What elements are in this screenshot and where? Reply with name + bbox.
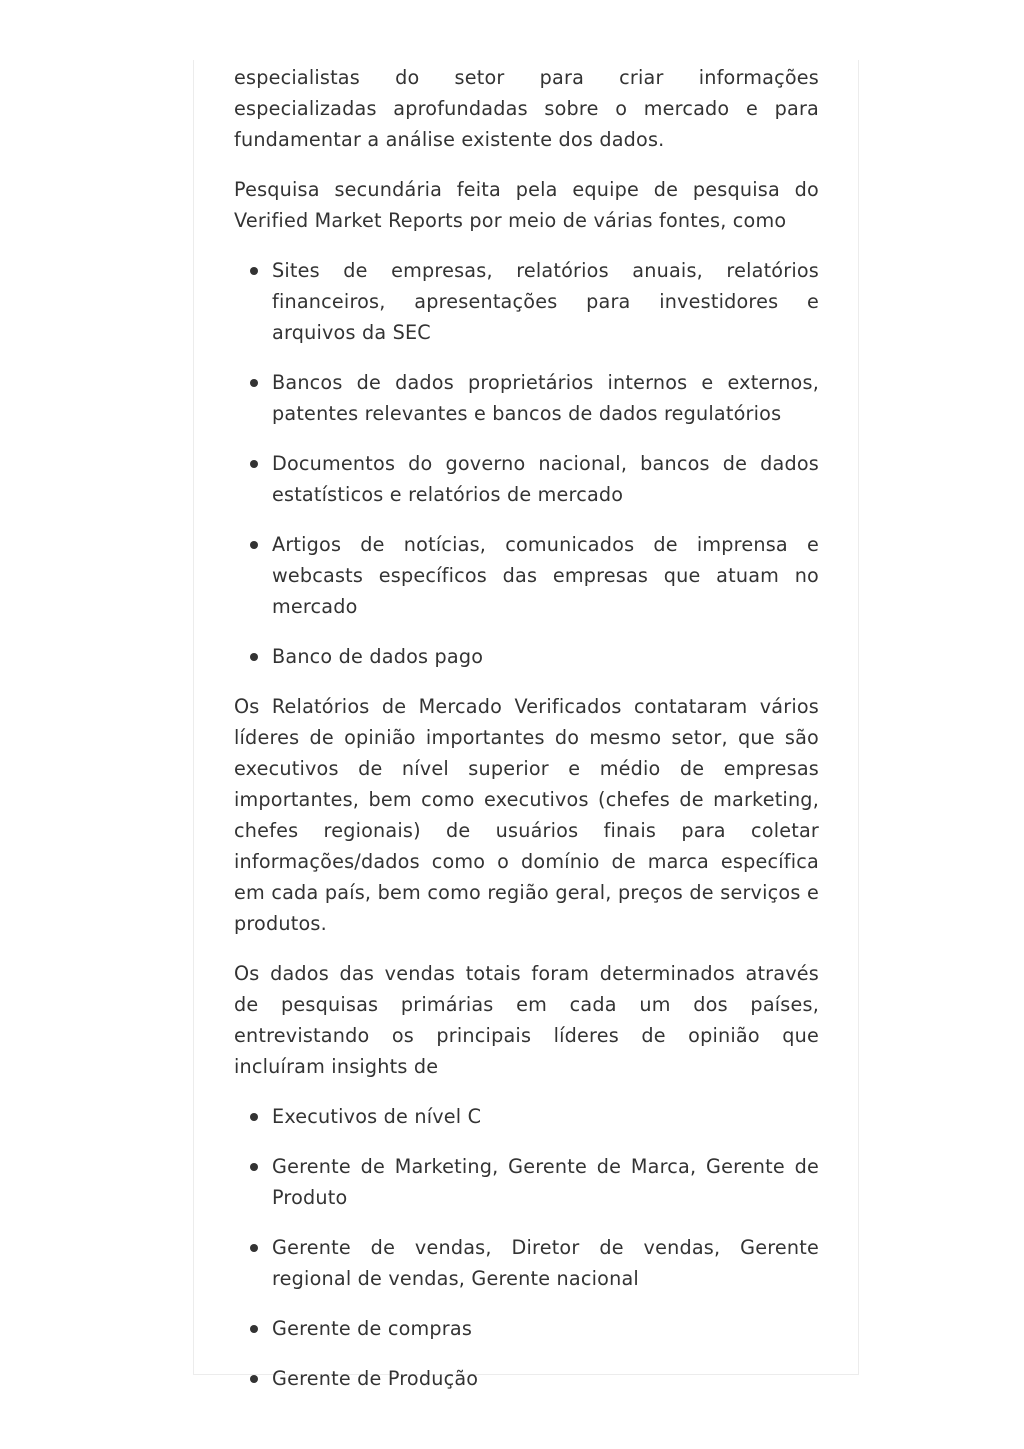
list-item: Banco de dados pago <box>272 641 819 672</box>
article-content <box>234 62 819 1413</box>
article-card <box>193 60 859 1390</box>
list-item: Executivos de nível C <box>272 1101 819 1132</box>
list-item: Documentos do governo nacional, bancos de dados estatísticos e relatórios de mercado <box>272 448 819 510</box>
paragraph-opinion-leaders: Os Relatórios de Mercado Verificados contataram vários líderes de opinião importantes do mesmo setor, que são executivos de nível superior e médio de empresas importantes, bem como executivos (chefes de marketing, chefes regionais) de usuários finais para coletar informações/dados como o domínio de marca específica em cada país, bem como região geral, preços de serviços e produtos. <box>234 695 819 935</box>
list-item: Gerente de compras <box>272 1313 819 1344</box>
paragraph-intro-tail: especialistas do setor para criar informações especializadas aprofundadas sobre o mercado e para fundamentar a análise existente dos dados. <box>234 66 819 151</box>
paragraph-total-sales: Os dados das vendas totais foram determinados através de pesquisas primárias em cada um dos países, entrevistando os principais líderes de opinião que incluíram insights de <box>234 962 819 1078</box>
list-item: Artigos de notícias, comunicados de imprensa e webcasts específicos das empresas que atuam no mercado <box>272 529 819 622</box>
list-item: Sites de empresas, relatórios anuais, relatórios financeiros, apresentações para investidores e arquivos da SEC <box>272 255 819 348</box>
roles-list <box>234 1101 819 1394</box>
list-item: Gerente de Marketing, Gerente de Marca, Gerente de Produto <box>272 1151 819 1213</box>
list-item: Bancos de dados proprietários internos e externos, patentes relevantes e bancos de dados regulatórios <box>272 367 819 429</box>
paragraph-secondary-research: Pesquisa secundária feita pela equipe de pesquisa do Verified Market Reports por meio de várias fontes, como <box>234 178 819 232</box>
list-item: Gerente de vendas, Diretor de vendas, Gerente regional de vendas, Gerente nacional <box>272 1232 819 1294</box>
sources-list <box>234 255 819 672</box>
list-item: Gerente de Produção <box>272 1363 819 1394</box>
